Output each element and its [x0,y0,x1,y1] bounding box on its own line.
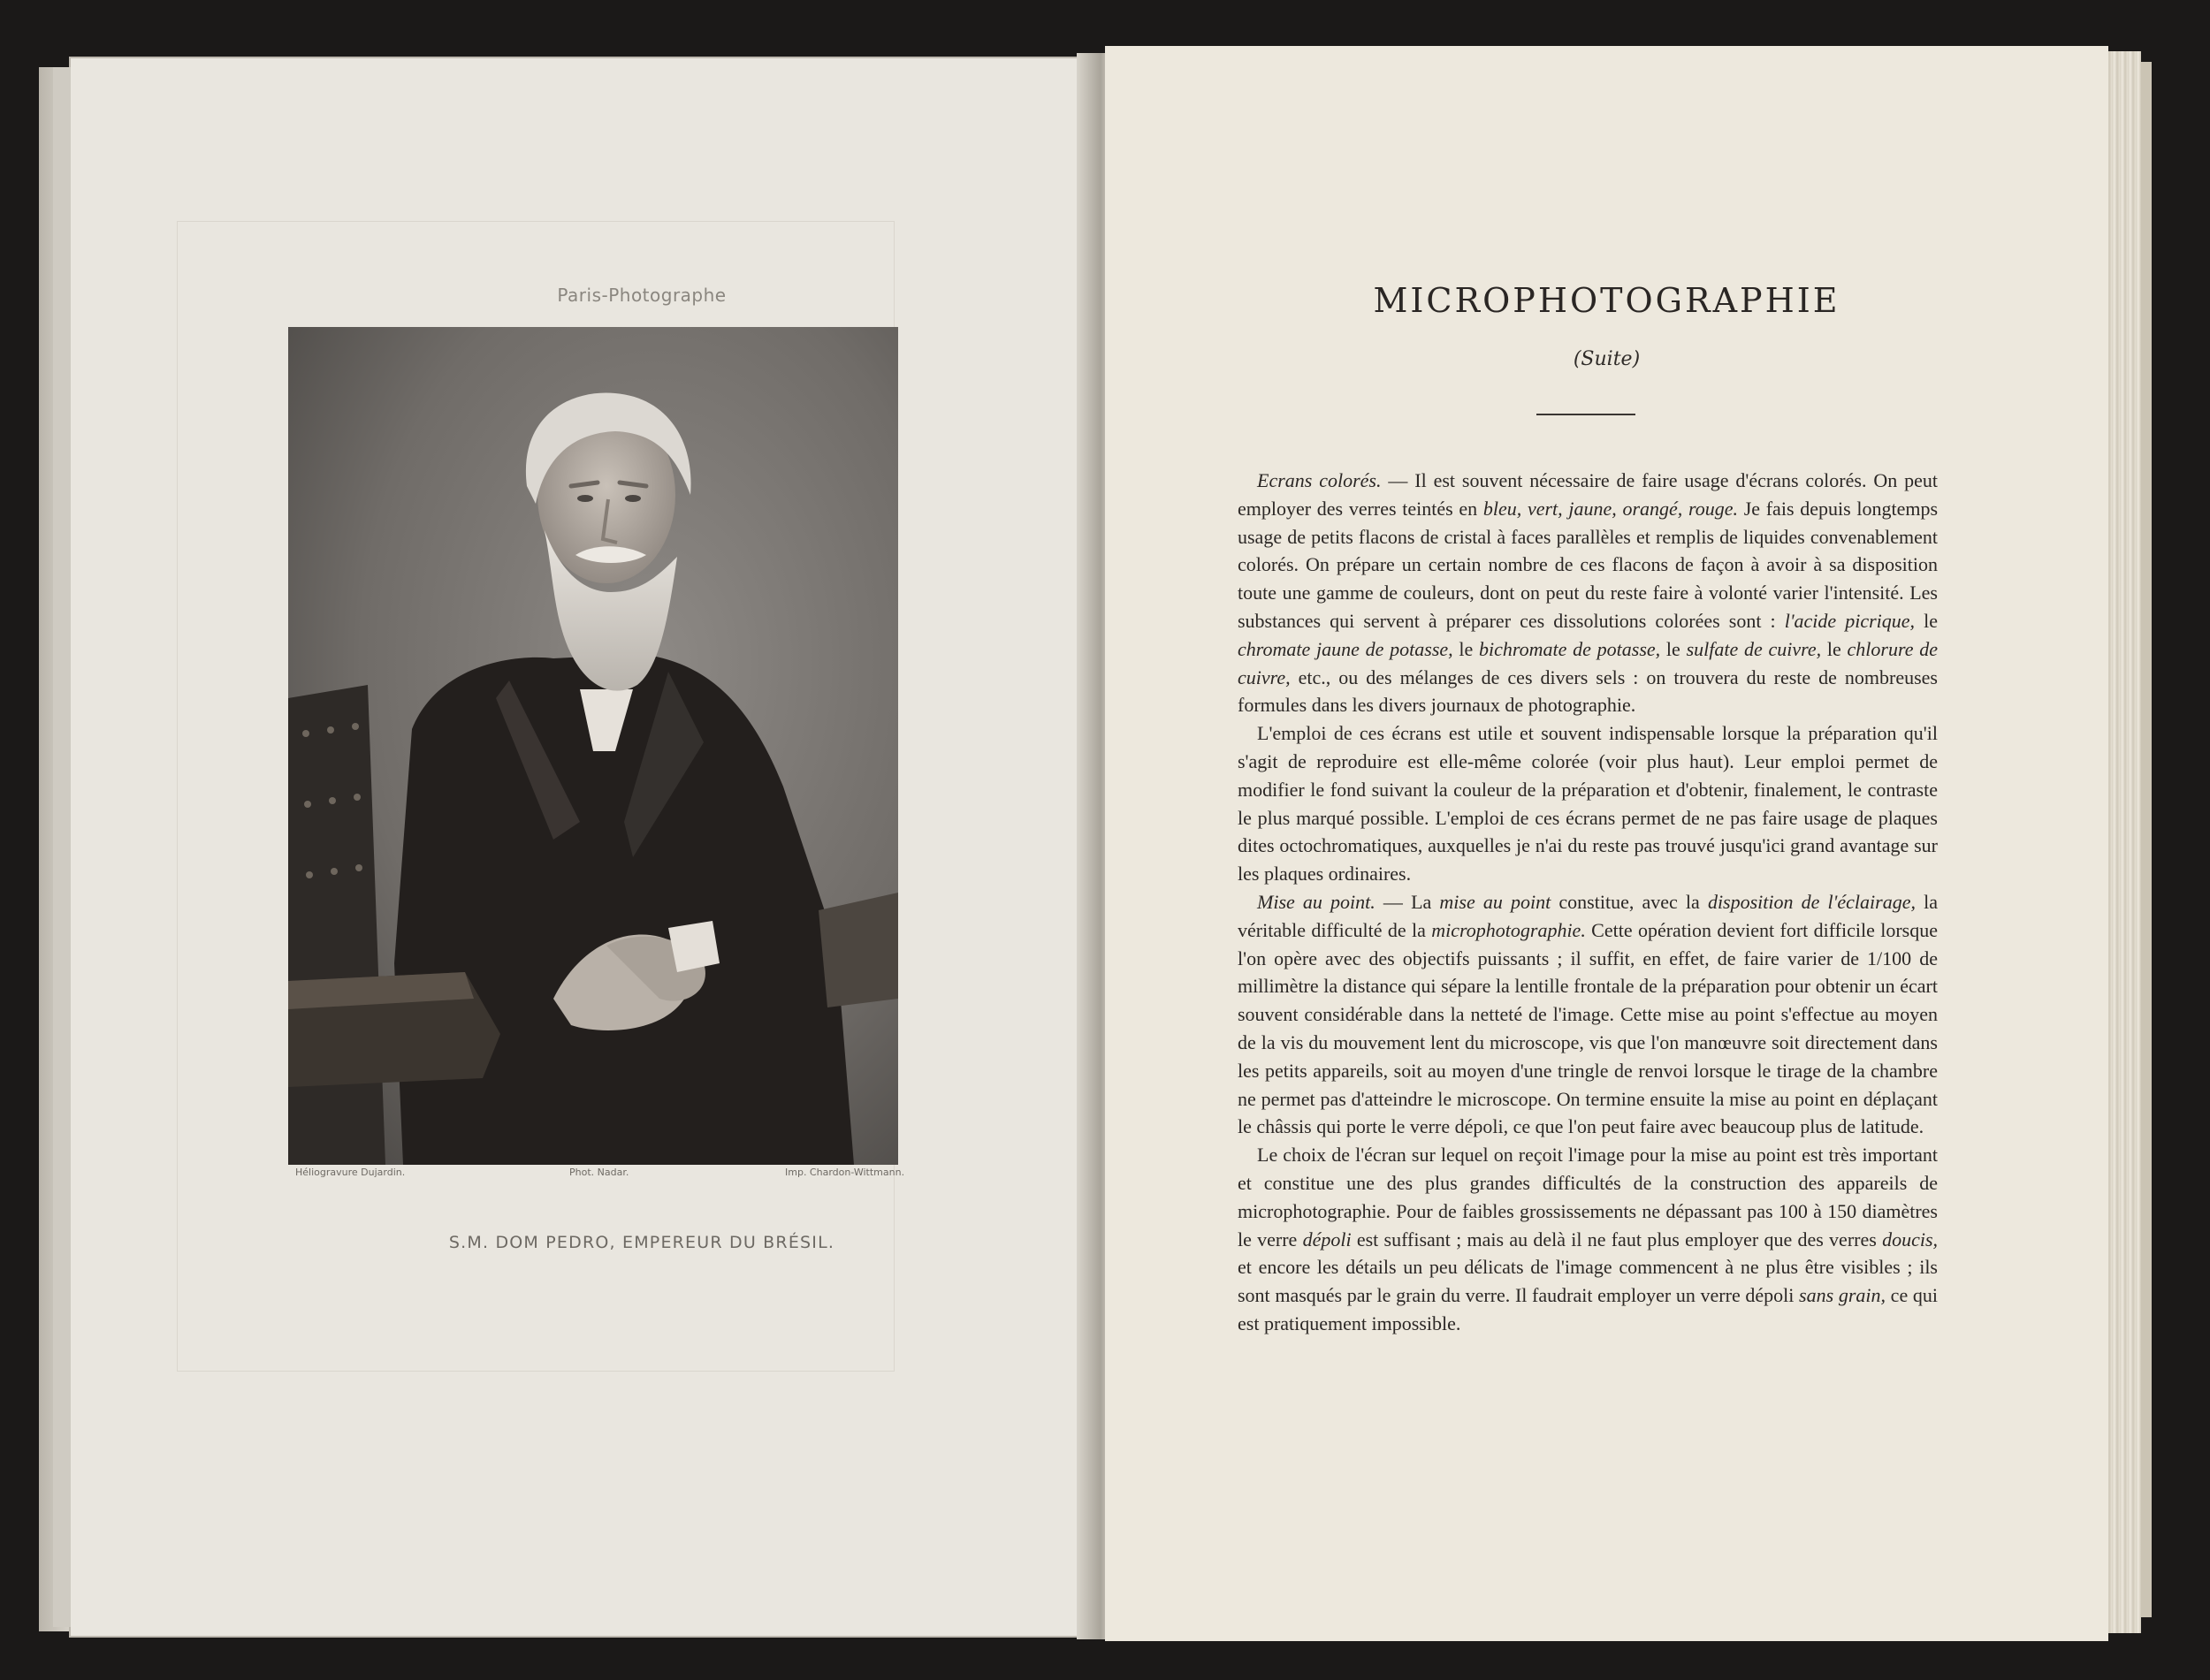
paragraph-emploi-ecrans: L'emploi de ces écrans est utile et souvent indispensable lorsque la préparation qu'il s'agit de reproduire est elle-même colorée (voir plus haut). Leur emploi permet de modifier le fond suivant la couleur de la préparation et d'obtenir, finalement, le contraste le plus marqué possible. L'emploi de ces écrans permet de ne pas faire usage de plaques dites octochromatiques, auxquelles je n'ai du reste pas trouvé jusqu'ici grand avantage sur les plaques ordinaires. [1238,722,1938,886]
credit-engraver: Héliogravure Dujardin. [295,1167,406,1178]
italic-run: microphotographie. [1431,918,1586,941]
italic-run: disposition de l'éclairage, [1707,890,1916,913]
italic-run: sans grain, [1799,1284,1886,1307]
text-run: — La [1375,890,1440,913]
italic-run: chlorure de cuivre, [1238,637,1938,688]
text-run: le [1821,637,1848,660]
text-run: et encore les détails un peu délicats de l'image commencent à ne plus être visibles ; ils sont masqués par le grain du verre. Il faudrait employer un verre dépoli [1238,1256,1938,1307]
text-run: le [1915,609,1938,632]
portrait-caption: S.M. DOM PEDRO, EMPEREUR DU BRÉSIL. [448,1233,835,1252]
text-run: la véritable difficulté de la [1238,890,1938,941]
article-title: MICROPHOTOGRAPHIE [1373,281,1840,320]
italic-run: chromate jaune de potasse, [1238,637,1453,660]
italic-run: bichromate de potasse, [1479,637,1661,660]
italic-run: dépoli [1302,1228,1352,1250]
text-run: est suffisant ; mais au delà il ne faut plus employer que des verres [1351,1228,1883,1250]
portrait-illustration [288,327,898,1165]
italic-run: l'acide picrique, [1784,609,1916,632]
paragraph-choix-ecran [1238,1141,1938,1338]
credit-photographer: Phot. Nadar. [569,1167,629,1178]
paragraph-mise-au-point [1238,888,1938,1141]
italic-run: doucis, [1882,1228,1939,1250]
italic-run: mise au point [1439,890,1551,913]
text-run: Le choix de l'écran sur lequel on reçoit l'image pour la mise au point est très important et constitue une des plus grandes difficultés de la construction des appareils de microphotographie. Pour de faibles grossissements ne dépassant pas 100 à 150 diamètres le verre [1238,1144,1938,1250]
text-run: etc., ou des mélanges de ces divers sels : on trouvera du reste de nombreuses formules dans les divers journaux de photographie. [1238,665,1938,717]
text-run: ce qui est pratiquement impossible. [1238,1284,1938,1334]
section-lead: Ecrans colorés. [1257,469,1382,491]
series-label: Paris-Photographe [557,285,727,306]
article-body [1238,467,1938,1338]
portrait-photograph [288,327,898,1165]
paragraph-ecrans-colores [1238,467,1938,719]
text-run: le [1452,637,1480,660]
title-rule [1536,414,1635,415]
page-stack-shadow [2139,62,2152,1617]
text-run: Je fais depuis longtemps usage de petits flacons de cristal à faces parallèles et remplis de liquides convenablement colorés. On prépare un certain nombre de ces flacons de façon à avoir à sa disposition toute une gamme de couleurs, dont on peut du reste faire à volonté varier l'intensité. Les substances qui servent à préparer ces dissolutions colorées sont : [1238,497,1939,632]
article-subtitle: (Suite) [1573,348,1641,370]
text-run: constitue, avec la [1551,890,1708,913]
page-stack-edges [2104,51,2141,1633]
section-lead: Mise au point. [1257,890,1376,913]
credit-printer: Imp. Chardon-Wittmann. [785,1167,905,1178]
text-run: — Il est souvent nécessaire de faire usage d'écrans colorés. On peut employer des verres teintés en [1238,469,1938,520]
text-run: Cette opération devient fort difficile lorsque l'on opère avec des objectifs puissants ; il suffit, en effet, de faire varier de 1/100 de millimètre la distance qui sépare la lentille frontale de la préparation pour obtenir un écart souvent considérable dans la netteté de l'image. Cette mise au point s'effectue au moyen de la vis du mouvement lent du microscope, vis que l'on manœuvre soit directement dans les petits appareils, soit au moyen d'une tringle de renvoi lorsque le tirage de la chambre ne permet pas d'atteindre le microscope. On termine ensuite la mise au point en déplaçant le châssis qui porte le verre dépoli, ce que l'on peut faire avec beaucoup plus de latitude. [1238,918,1938,1138]
italic-run: bleu, vert, jaune, orangé, rouge. [1482,497,1738,520]
italic-run: sulfate de cuivre, [1686,637,1822,660]
text-run: le [1660,637,1687,660]
